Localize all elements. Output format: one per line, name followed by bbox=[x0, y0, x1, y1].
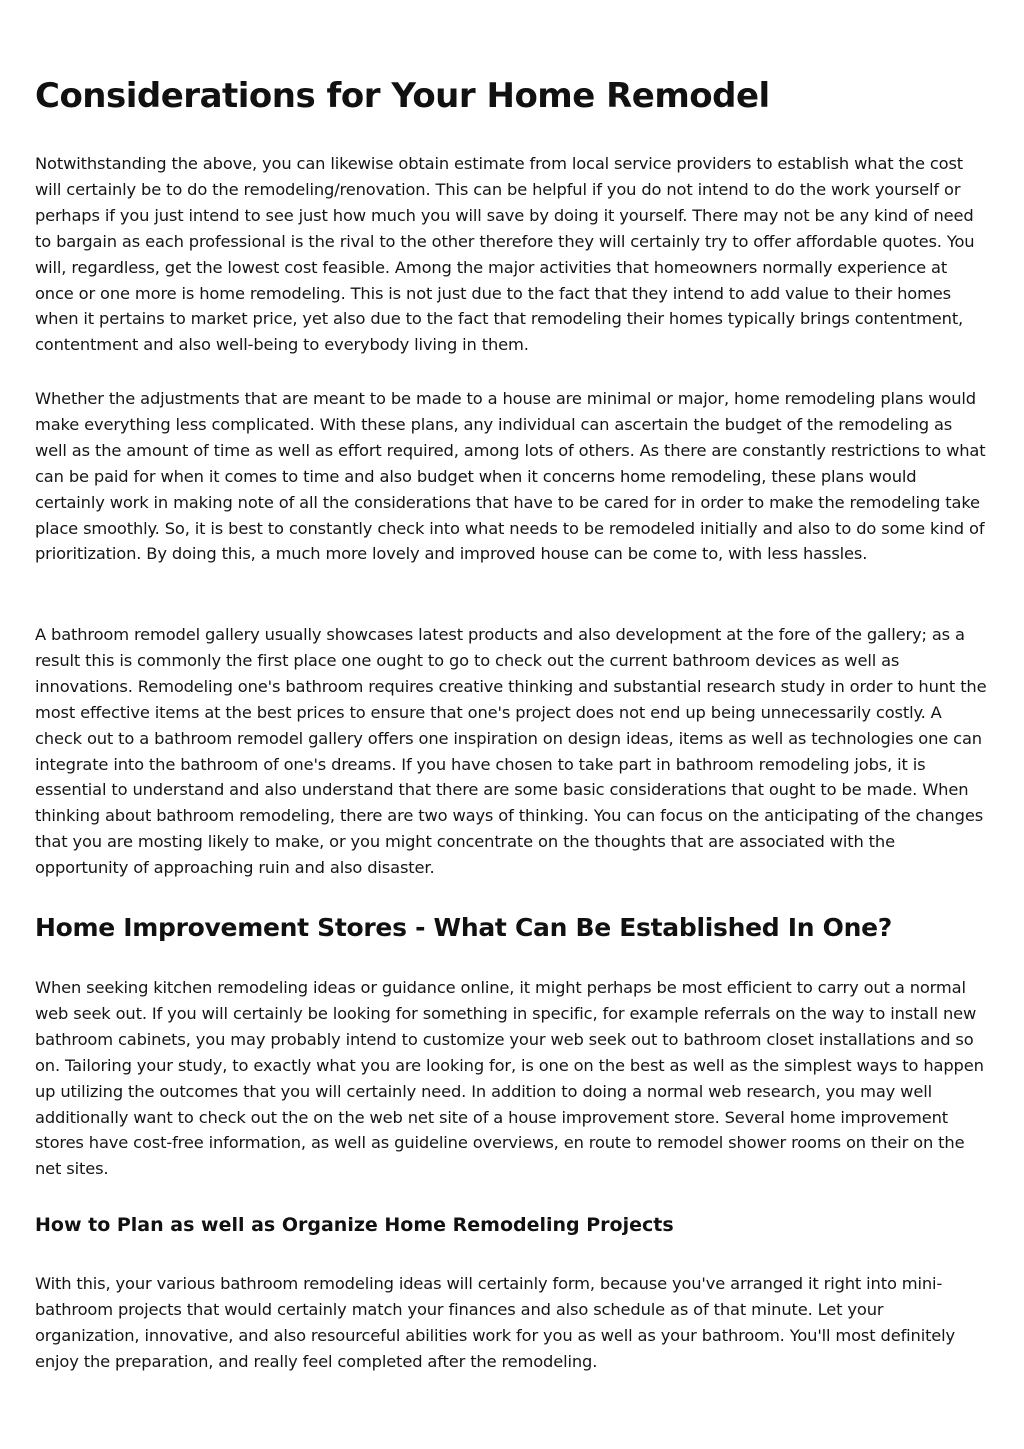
body-paragraph-5: With this, your various bathroom remodeling ideas will certainly form, because you've arranged it right into mini-bathroom projects that would certainly match your finances and also schedule as of that minute. Let your organization, innovative, and also resourceful abilities work for you as well as your bathroom. You'll most definitely enjoy the preparation, and really feel completed after the remodeling. bbox=[35, 1274, 956, 1371]
page-title: Considerations for Your Home Remodel bbox=[35, 76, 770, 116]
body-paragraph-2: Whether the adjustments that are meant to be made to a house are minimal or major, home remodeling plans would make everything less complicated. With these plans, any individual can ascertain the budget of the remodeling as well as the amount of time as well as effort required, among lots of others. As there are constantly restrictions to what can be paid for when it comes to time and also budget when it concerns home remodeling, these plans would certainly work in making note of all the considerations that have to be cared for in order to make the remodeling take place smoothly. So, it is best to constantly check into what needs to be remodeled initially and also to do some kind of prioritization. By doing this, a much more lovely and improved house can be come to, with less hassles. bbox=[35, 389, 986, 564]
body-paragraph-4: When seeking kitchen remodeling ideas or guidance online, it might perhaps be most efficient to carry out a normal web seek out. If you will certainly be looking for something in specific, for example referrals on the way to install new bathroom cabinets, you may probably intend to customize your web seek out to bathroom closet installations and so on. Tailoring your study, to exactly what you are looking for, is one on the best as well as the simplest ways to happen up utilizing the outcomes that you will certainly need. In addition to doing a normal web research, you may well additionally want to check out the on the web net site of a house improvement store. Several home improvement stores have cost-free information, as well as guideline overviews, en route to remodel shower rooms on their on the net sites. bbox=[35, 978, 984, 1179]
subsection-heading-plan-and-organize: How to Plan as well as Organize Home Remodeling Projects bbox=[35, 1214, 674, 1236]
body-paragraph-1: Notwithstanding the above, you can likewise obtain estimate from local service providers to establish what the cost will certainly be to do the remodeling/renovation. This can be helpful if you do not intend to do the work yourself or perhaps if you just intend to see just how much you will save by doing it yourself. There may not be any kind of need to bargain as each professional is the rival to the other therefore they will certainly try to offer affordable quotes. You will, regardless, get the lowest cost feasible. Among the major activities that homeowners normally experience at once or one more is home remodeling. This is not just due to the fact that they intend to add value to their homes when it pertains to market price, yet also due to the fact that remodeling their homes typically brings contentment, contentment and also well-being to everybody living in them. bbox=[35, 154, 975, 355]
body-paragraph-3: A bathroom remodel gallery usually showcases latest products and also development at the fore of the gallery; as a result this is commonly the first place one ought to go to check out the current bathroom devices as well as innovations. Remodeling one's bathroom requires creative thinking and substantial research study in order to hunt the most effective items at the best prices to ensure that one's project does not end up being unnecessarily costly. A check out to a bathroom remodel gallery offers one inspiration on design ideas, items as well as technologies one can integrate into the bathroom of one's dreams. If you have chosen to take part in bathroom remodeling jobs, it is essential to understand and also understand that there are some basic considerations that ought to be made. When thinking about bathroom remodeling, there are two ways of thinking. You can focus on the anticipating of the changes that you are mosting likely to make, or you might concentrate on the thoughts that are associated with the opportunity of approaching ruin and also disaster. bbox=[35, 625, 987, 878]
section-heading-home-improvement-stores: Home Improvement Stores - What Can Be Established In One? bbox=[35, 913, 892, 942]
